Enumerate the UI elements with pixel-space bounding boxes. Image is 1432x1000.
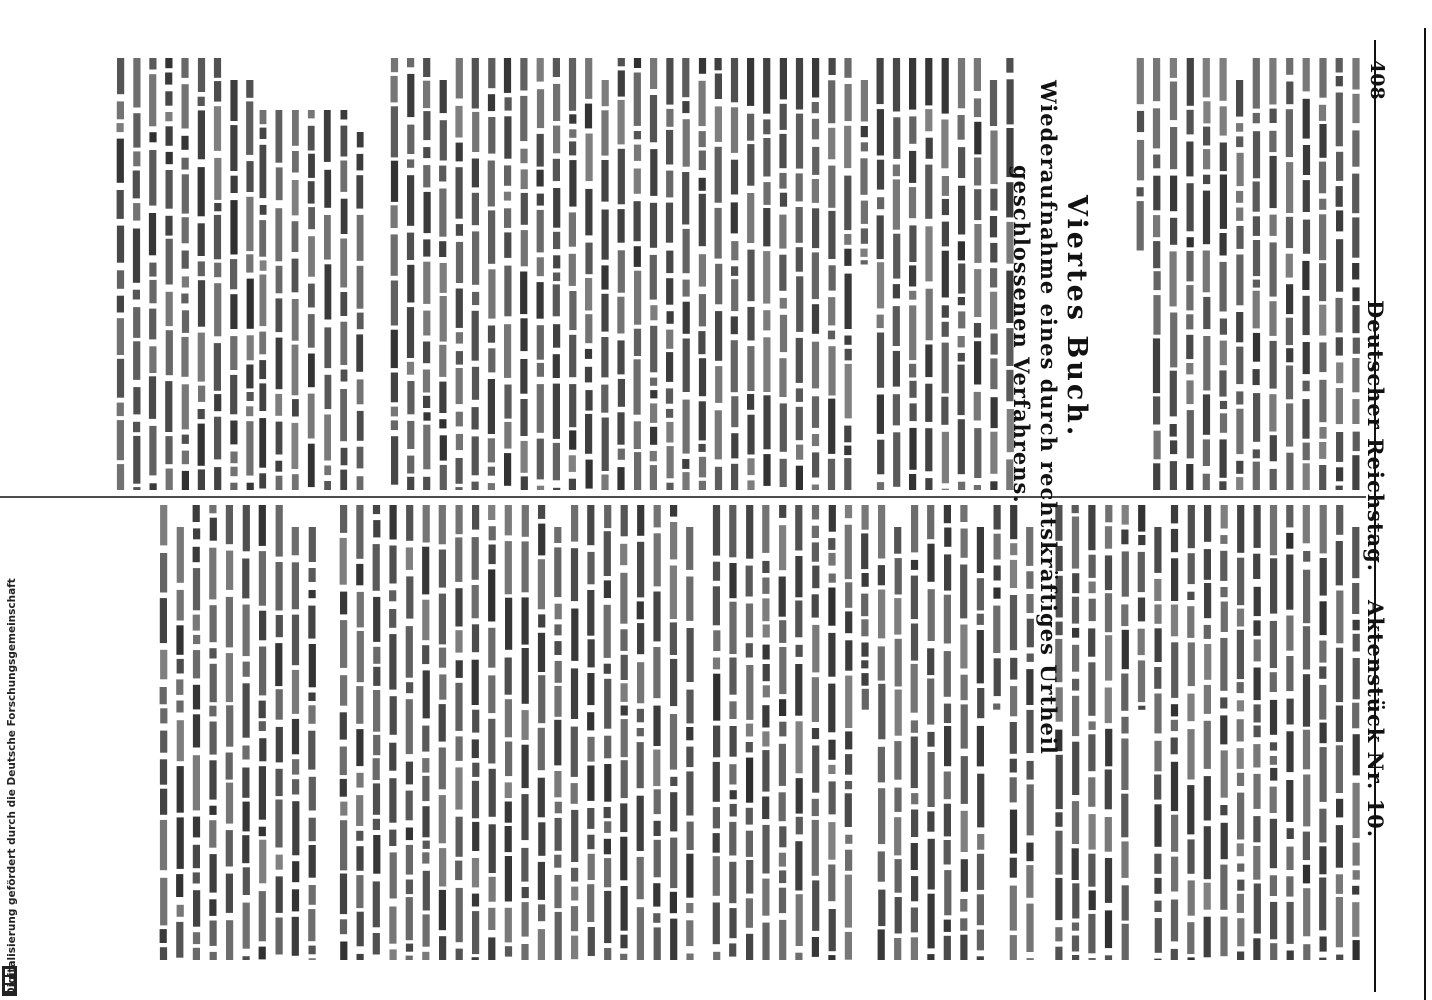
sub-heading-line-1: Wiederaufnahme eines durch rechtskräftiges Urtheil [1036,80,1061,755]
footer-credit: Digitalisierung gefördert durch die Deutsche Forschungsgemeinschaft [6,578,18,996]
book-heading: Viertes Buch. [1061,195,1092,439]
running-header-title: Deutscher Reichstag. [1363,300,1388,573]
running-header-reference: Aktenstück Nr. 10. [1363,600,1388,839]
page-number: 408 [1366,60,1388,100]
sub-heading-line-2: geschlossenen Verfahrens. [1009,165,1034,504]
